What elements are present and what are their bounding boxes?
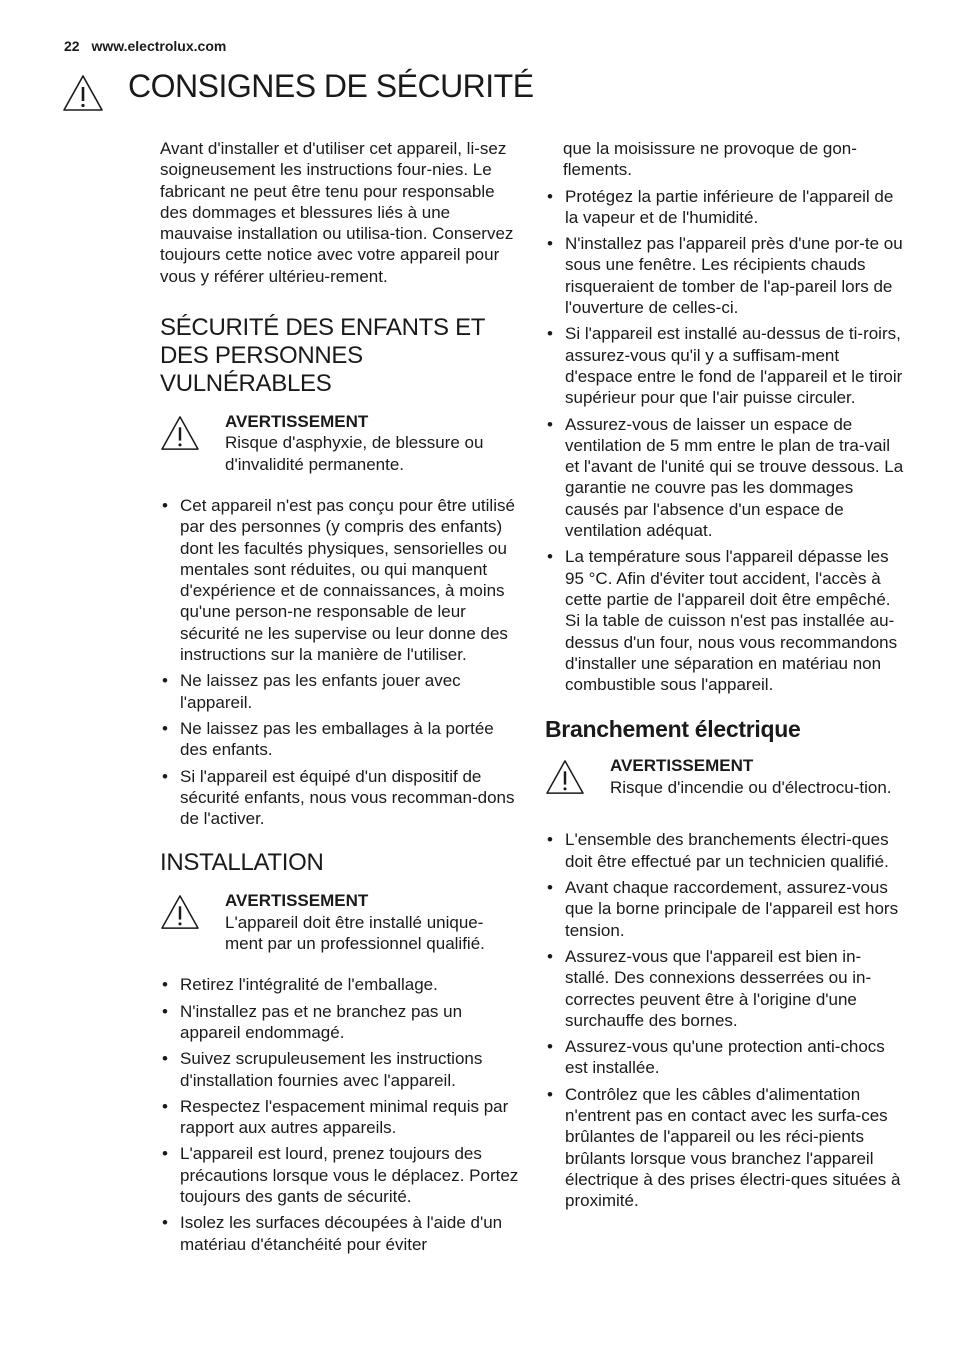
warning-title: AVERTISSEMENT <box>225 891 369 911</box>
page-title: CONSIGNES DE SÉCURITÉ <box>128 68 534 104</box>
warning-triangle-icon <box>160 894 200 930</box>
electrical-heading: Branchement électrique <box>545 716 801 743</box>
page-number: 22 <box>64 38 80 54</box>
warning-text: Risque d'asphyxie, de blessure ou d'invalidité permanente. <box>225 433 484 474</box>
warning-triangle-icon <box>160 415 200 451</box>
list-item: • Si l'appareil est équipé d'un dispositif de sécurité enfants, nous vous recomman-dons de l'activer. <box>160 766 520 830</box>
warning-triangle-icon <box>545 759 585 795</box>
right-column <box>545 138 905 1216</box>
list-item: • L'ensemble des branchements électri-ques doit être effectué par un technicien qualifié. <box>545 829 905 872</box>
list-item: • Assurez-vous que l'appareil est bien in-stallé. Des connexions desserrées ou in-correctes peuvent être à l'origine d'une surchauffe des bornes. <box>545 946 905 1031</box>
list-item: • Protégez la partie inférieure de l'appareil de la vapeur et de l'humidité. <box>545 186 905 229</box>
children-heading-line: VULNÉRABLES <box>160 370 332 398</box>
warning-text: Risque d'incendie ou d'électrocu-tion. <box>610 777 892 797</box>
warning-text: L'appareil doit être installé unique-ment par un professionnel qualifié. <box>225 912 485 954</box>
list-item: • Retirez l'intégralité de l'emballage. <box>160 974 520 995</box>
list-item: • La température sous l'appareil dépasse les 95 °C. Afin d'éviter tout accident, l'accès à cette partie de l'appareil doit être empêché. Si la table de cuisson n'est pas installée au-dessus d'un four, nous vous recommandons d'installer une séparation en matériau non combustible sous l'appareil. <box>545 546 905 695</box>
website-url: www.electrolux.com <box>91 38 227 54</box>
warning-triangle-icon <box>62 74 104 112</box>
list-item: • Isolez les surfaces découpées à l'aide d'un matériau d'étanchéité pour éviter <box>160 1212 520 1255</box>
list-item: • N'installez pas l'appareil près d'une por-te ou sous une fenêtre. Les récipients chauds risqueraient de tomber de l'ap-pareil lors de l'ouverture de celles-ci. <box>545 233 905 318</box>
list-item: • Respectez l'espacement minimal requis par rapport aux autres appareils. <box>160 1096 520 1139</box>
electrical-list <box>545 829 905 1211</box>
page-header <box>64 38 226 54</box>
list-item: • Contrôlez que les câbles d'alimentation n'entrent pas en contact avec les surfa-ces brûlantes de l'appareil ou les réci-pients brûlants lorsque vous branchez l'appareil électrique à des prises électri-ques situées à proximité. <box>545 1084 905 1212</box>
list-item: • Assurez-vous de laisser un espace de ventilation de 5 mm entre le plan de tra-vail et l'avant de l'unité qui se trouve dessous. La garantie ne couvre pas les dommages causés par l'absence d'un espace de ventilation adéquat. <box>545 414 905 542</box>
electrical-warning <box>545 755 905 809</box>
children-safety-list <box>160 495 520 829</box>
children-safety-heading <box>160 314 520 398</box>
list-item: • Suivez scrupuleusement les instructions d'installation fournies avec l'appareil. <box>160 1048 520 1091</box>
list-item: • Avant chaque raccordement, assurez-vous que la borne principale de l'appareil est hors tension. <box>545 877 905 941</box>
list-item: • Ne laissez pas les emballages à la portée des enfants. <box>160 718 520 761</box>
children-heading-line: DES PERSONNES <box>160 342 363 370</box>
list-item: • Assurez-vous qu'une protection anti-chocs est installée. <box>545 1036 905 1079</box>
list-item: • N'installez pas et ne branchez pas un appareil endommagé. <box>160 1001 520 1044</box>
list-item: • Si l'appareil est installé au-dessus de ti-roirs, assurez-vous qu'il y a suffisam-ment d'espace entre le fond de l'appareil et le tiroir supérieur pour que l'air puisse circuler. <box>545 323 905 408</box>
children-heading-line: SÉCURITÉ DES ENFANTS ET <box>160 314 486 342</box>
warning-title: AVERTISSEMENT <box>610 756 754 776</box>
list-item-continuation: que la moisissure ne provoque de gon-flements. <box>563 139 857 180</box>
installation-list-continued <box>545 186 905 696</box>
children-warning <box>160 411 520 475</box>
left-column <box>160 138 520 1260</box>
warning-title: AVERTISSEMENT <box>225 412 369 432</box>
list-item: • L'appareil est lourd, prenez toujours des précautions lorsque vous le déplacez. Portez toujours des gants de sécurité. <box>160 1143 520 1207</box>
installation-warning <box>160 890 520 954</box>
installation-list <box>160 974 520 1255</box>
list-item: • Ne laissez pas les enfants jouer avec l'appareil. <box>160 670 520 713</box>
intro-paragraph: Avant d'installer et d'utiliser cet appareil, li-sez soigneusement les instructions four-nies. Le fabricant ne peut être tenu pour responsable des dommages et blessures liés à une mauvaise installation ou utilisa-tion. Conservez toujours cette notice avec votre appareil pour vous y référer ultérieu-rement. <box>160 139 514 286</box>
list-item: • Cet appareil n'est pas conçu pour être utilisé par des personnes (y compris des enfants) dont les facultés physiques, sensorielles ou mentales sont réduites, ou qui manquent d'expérience et de connaissances, à moins qu'une person-ne responsable de leur sécurité ne les supervise ou leur donne des instructions sur la manière de l'utiliser. <box>160 495 520 665</box>
installation-heading: INSTALLATION <box>160 849 324 877</box>
